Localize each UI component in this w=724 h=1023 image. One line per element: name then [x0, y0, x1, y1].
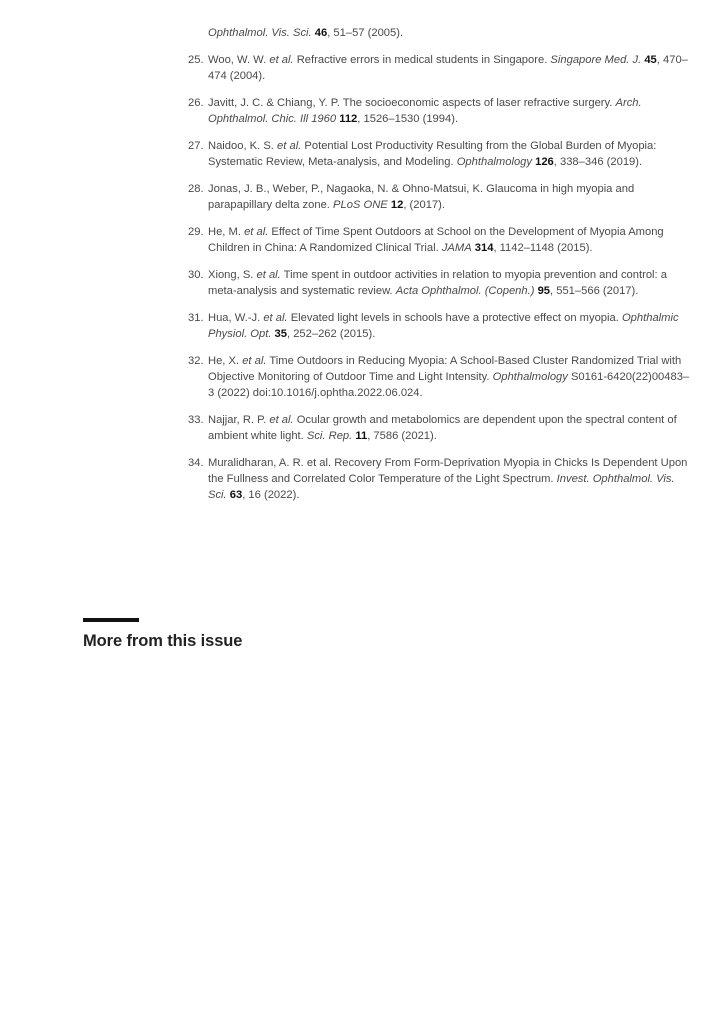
journal-name: Ophthalmol. Vis. Sci.	[208, 27, 312, 39]
reference-item	[188, 310, 693, 342]
citation-text: , (2017).	[403, 199, 445, 211]
citation-text: Potential Lost Productivity Resulting from the Global Burden of Myopia: Systematic Review, Meta-analysis, and Modeling.	[208, 140, 657, 168]
citation-text: , 16 (2022).	[242, 489, 300, 501]
reference-item	[188, 138, 693, 170]
citation-text: Effect of Time Spent Outdoors at School on the Development of Myopia Among Children in China: A Randomized Clinical Trial.	[208, 226, 664, 254]
italic-text: Invest. Ophthalmol. Vis. Sci.	[208, 473, 675, 501]
volume: 45	[644, 54, 657, 66]
volume: 46	[314, 27, 328, 39]
citation-text: Jonas, J. B., Weber, P., Nagaoka, N. & Ohno-Matsui, K. Glaucoma in high myopia and parapapillary delta zone.	[208, 183, 635, 211]
italic-text: Ophthalmology	[456, 156, 532, 168]
volume: 11	[355, 430, 368, 442]
more-from-this-issue-section	[83, 618, 242, 651]
reference-number: 27.	[188, 140, 204, 152]
italic-text: Arch. Ophthalmol. Chic. Ill 1960	[208, 97, 642, 125]
reference-item	[188, 224, 693, 256]
citation-text: Time Outdoors in Reducing Myopia: A School-Based Cluster Randomized Trial with Objective Monitoring of Outdoor Time and Light Intensity.	[208, 355, 682, 383]
reference-continuation	[188, 25, 693, 41]
reference-number: 30.	[188, 269, 204, 281]
italic-text: et al.	[277, 140, 302, 152]
citation-text: , 51–57 (2005).	[327, 27, 404, 39]
volume: 63	[229, 489, 243, 501]
citation-text: Muralidharan, A. R. et al. Recovery From Form-Deprivation Myopia in Chicks Is Dependent Upon the Fullness and Correlated Color Temperature of the Light Spectrum.	[208, 457, 688, 485]
reference-item	[188, 181, 693, 213]
reference-number: 25.	[188, 54, 204, 66]
citation-text: Hua, W.-J.	[208, 312, 264, 324]
volume: 314	[474, 242, 494, 254]
citation-text: Xiong, S.	[208, 269, 257, 281]
volume: 95	[537, 285, 551, 297]
reference-number: 31.	[188, 312, 204, 324]
reference-item	[188, 455, 693, 503]
reference-number: 34.	[188, 457, 204, 469]
reference-item	[188, 267, 693, 299]
citation-text: Elevated light levels in schools have a protective effect on myopia.	[287, 312, 622, 324]
citation-text: Naidoo, K. S.	[208, 140, 278, 152]
volume: 126	[535, 156, 554, 168]
italic-text: Sci. Rep.	[306, 430, 353, 442]
reference-item	[188, 353, 693, 401]
reference-item	[188, 95, 693, 127]
citation-text: , 551–566 (2017).	[550, 285, 639, 297]
italic-text: JAMA	[441, 242, 472, 254]
italic-text: Ophthalmology	[492, 371, 568, 383]
citation-text: , 1142–1148 (2015).	[493, 242, 593, 254]
volume: 112	[339, 113, 358, 125]
citation-text: Ocular growth and metabolomics are dependent upon the spectral content of ambient white light.	[208, 414, 677, 442]
citation-text: , 252–262 (2015).	[286, 328, 376, 340]
citation-text: Javitt, J. C. & Chiang, Y. P. The socioeconomic aspects of laser refractive surgery.	[208, 97, 616, 109]
section-title: More from this issue	[83, 632, 243, 650]
reference-item	[188, 52, 693, 84]
volume: 35	[274, 328, 287, 340]
citation-text: Woo, W. W.	[208, 54, 270, 66]
reference-number: 33.	[188, 414, 204, 426]
italic-text: Acta Ophthalmol. (Copenh.)	[395, 285, 535, 297]
italic-text: Ophthalmic Physiol. Opt.	[208, 312, 679, 340]
italic-text: PLoS ONE	[333, 199, 388, 211]
citation-text: S0161-6420(22)00483–3 (2022) doi:10.1016/j.ophtha.2022.06.024.	[208, 371, 690, 399]
citation-text: , 1526–1530 (1994).	[357, 113, 459, 125]
citation-text: He, M.	[208, 226, 245, 238]
citation-text: Najjar, R. P.	[208, 414, 270, 426]
citation-text: , 7586 (2021).	[367, 430, 437, 442]
citation-text: Time spent in outdoor activities in relation to myopia prevention and control: a meta-analysis and systematic review.	[208, 269, 667, 297]
reference-list	[188, 25, 693, 503]
italic-text: et al.	[256, 269, 281, 281]
reference-item	[188, 412, 693, 444]
citation-text: , 338–346 (2019).	[553, 156, 643, 168]
reference-number: 29.	[188, 226, 204, 238]
citation-text: Refractive errors in medical students in Singapore.	[293, 54, 551, 66]
citation-text: , 470–474 (2004).	[208, 54, 688, 82]
italic-text: Singapore Med. J.	[550, 54, 642, 66]
reference-number: 32.	[188, 355, 204, 367]
reference-number: 26.	[188, 97, 204, 109]
citation-text: He, X.	[208, 355, 243, 367]
reference-items	[188, 52, 693, 503]
section-accent-bar	[83, 618, 139, 622]
reference-number: 28.	[188, 183, 204, 195]
italic-text: et al.	[263, 312, 288, 324]
italic-text: et al.	[242, 355, 267, 367]
italic-text: et al.	[269, 414, 294, 426]
italic-text: et al.	[269, 54, 294, 66]
volume: 12	[390, 199, 404, 211]
italic-text: et al.	[244, 226, 269, 238]
